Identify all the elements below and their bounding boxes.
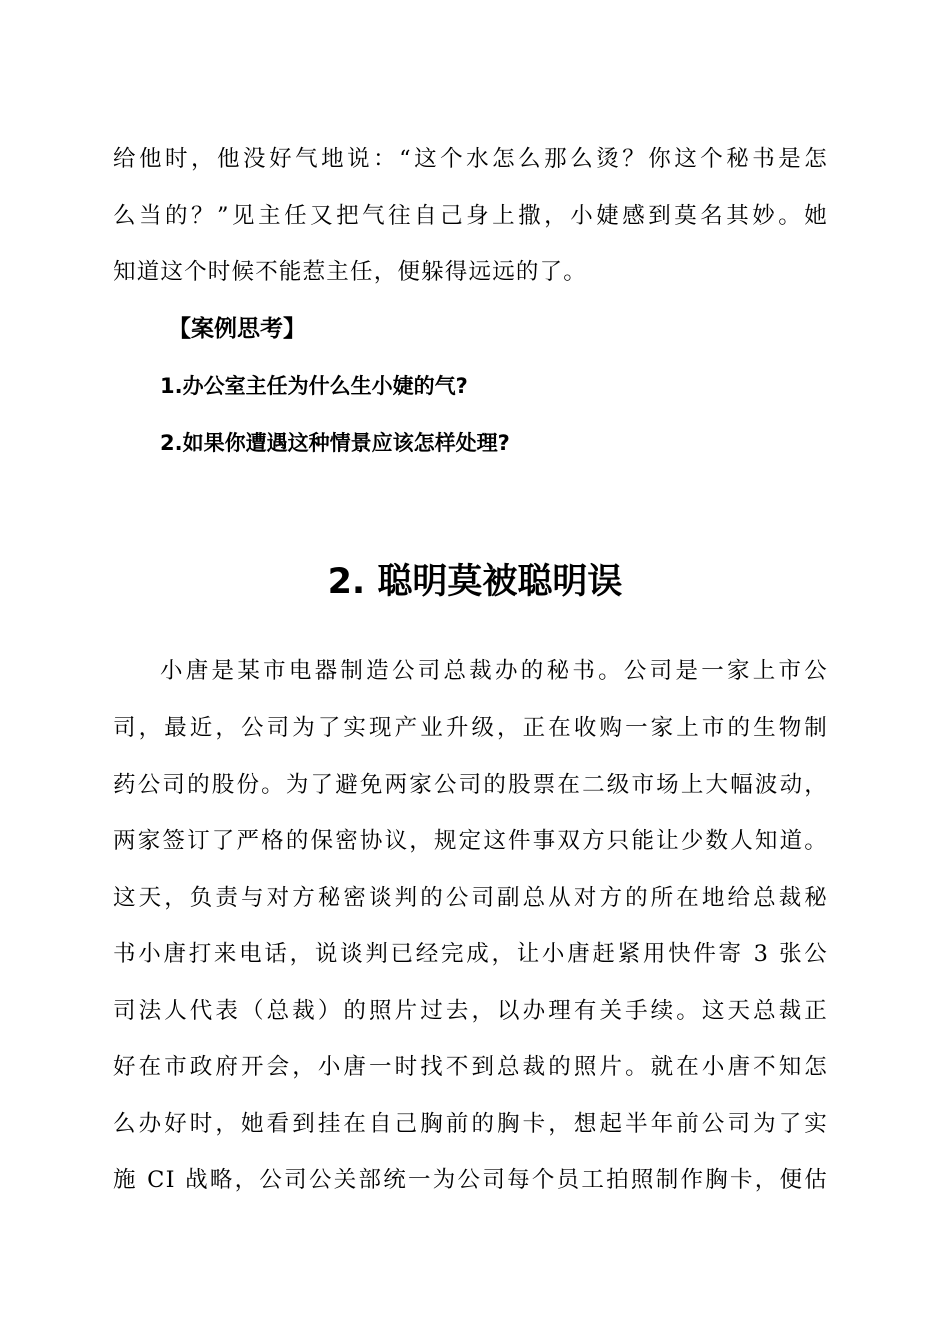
paragraph-line: 这天，负责与对方秘密谈判的公司副总从对方的所在地给总裁秘 <box>113 885 828 911</box>
paragraph-line: 给他时，他没好气地说：“这个水怎么那么烫？你这个秘书是怎 <box>113 146 828 172</box>
question-item: 2.如果你遭遇这种情景应该怎样处理? <box>160 431 510 455</box>
case-thinking-heading: 【案例思考】 <box>168 316 306 342</box>
question-item: 1.办公室主任为什么生小婕的气? <box>160 374 468 398</box>
paragraph-line: 施 CI 战略，公司公关部统一为公司每个员工拍照制作胸卡，便估 <box>113 1167 828 1193</box>
paragraph-line: 好在市政府开会，小唐一时找不到总裁的照片。就在小唐不知怎 <box>113 1054 828 1080</box>
paragraph-line: 小唐是某市电器制造公司总裁办的秘书。公司是一家上市公 <box>160 658 828 684</box>
section-title: 2. 聪明莫被聪明误 <box>327 562 623 602</box>
paragraph-line: 司法人代表（总裁）的照片过去，以办理有关手续。这天总裁正 <box>113 998 828 1024</box>
paragraph-line: 书小唐打来电话，说谈判已经完成，让小唐赶紧用快件寄 3 张公 <box>113 941 828 967</box>
paragraph-line: 司，最近，公司为了实现产业升级，正在收购一家上市的生物制 <box>113 715 828 741</box>
paragraph-line: 药公司的股份。为了避免两家公司的股票在二级市场上大幅波动， <box>113 772 828 798</box>
paragraph-line: 两家签订了严格的保密协议，规定这件事双方只能让少数人知道。 <box>113 828 828 854</box>
paragraph-line: 么办好时，她看到挂在自己胸前的胸卡，想起半年前公司为了实 <box>113 1111 828 1137</box>
paragraph-line: 知道这个时候不能惹主任，便躲得远远的了。 <box>113 259 588 285</box>
paragraph-line: 么当的？”见主任又把气往自己身上撒，小婕感到莫名其妙。她 <box>113 203 828 229</box>
